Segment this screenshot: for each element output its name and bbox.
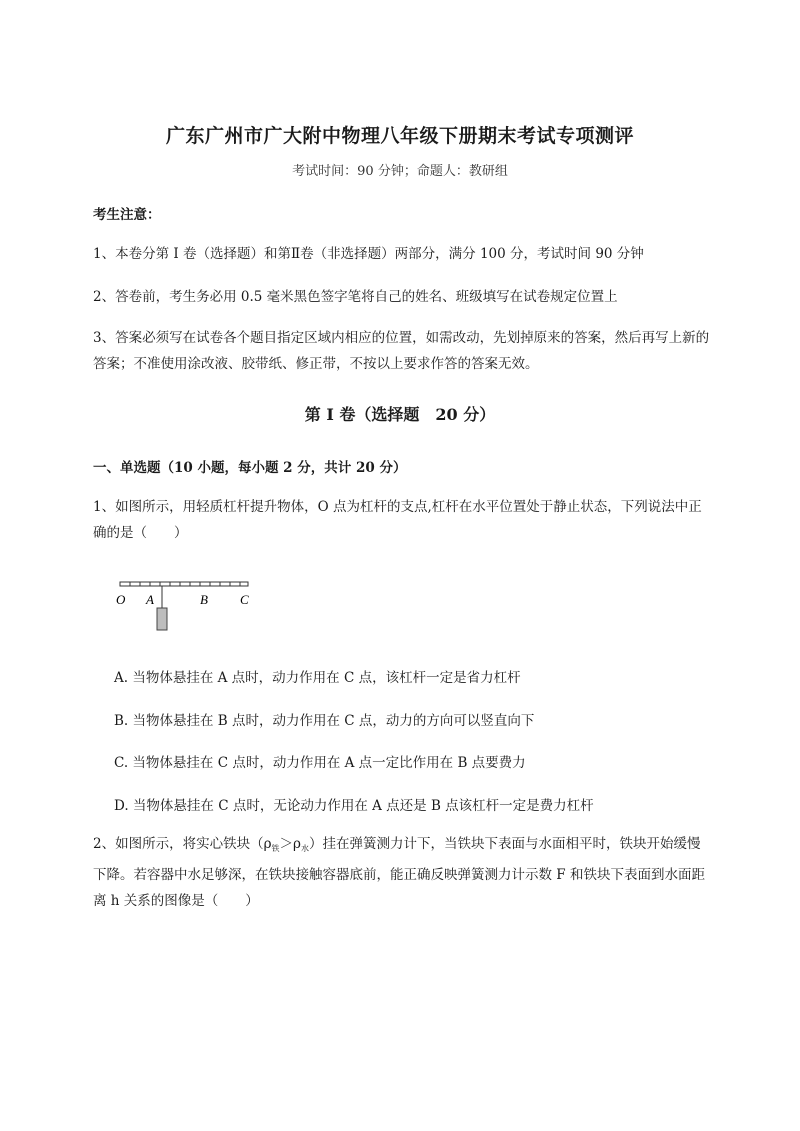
hanging-weight: [157, 608, 167, 630]
label-c: C: [240, 592, 249, 607]
page-title: 广东广州市广大附中物理八年级下册期末考试专项测评: [165, 125, 634, 147]
question-2-stem-part-3: ）挂在弹簧测力计下，当铁块下表面与水面相平时，铁块开始缓慢下降。若容器中水足够深，在铁块接触容器底前，能正确反映弹簧测力计示数 F 和铁块下表面到水面距离 h 关系的图像是（ ）: [93, 836, 705, 909]
section-title: 第 I 卷（选择题 20 分）: [304, 405, 496, 424]
question-1-option-c[interactable]: C. 当物体悬挂在 C 点时，动力作用在 A 点一定比作用在 B 点要费力: [114, 755, 526, 771]
question-1-option-d[interactable]: D. 当物体悬挂在 C 点时，无论动力作用在 A 点还是 B 点该杠杆一定是费力杠杆: [114, 798, 594, 814]
label-a: A: [146, 592, 154, 607]
notice-item-1: 1、本卷分第 I 卷（选择题）和第Ⅱ卷（非选择题）两部分，满分 100 分，考试时间 90 分钟: [93, 246, 644, 262]
label-o: O: [116, 592, 126, 607]
density-subscript-water: 水: [300, 844, 309, 853]
question-1-option-a[interactable]: A. 当物体悬挂在 A 点时，动力作用在 C 点，该杠杆一定是省力杠杆: [114, 670, 521, 686]
question-2-stem: [93, 831, 713, 914]
question-2-stem-part-2: ＞ρ: [279, 836, 301, 852]
lever-figure: [112, 578, 262, 638]
lever-bar: [120, 582, 248, 586]
question-1-option-b[interactable]: B. 当物体悬挂在 B 点时，动力作用在 C 点，动力的方向可以竖直向下: [114, 713, 535, 729]
page-subtitle: 考试时间：90 分钟；命题人：教研组: [292, 164, 508, 179]
notice-item-3: 3、答案必须写在试卷各个题目指定区域内相应的位置，如需改动，先划掉原来的答案，然后再写上新的答案；不准使用涂改液、胶带纸、修正带，不按以上要求作答的答案无效。: [93, 330, 710, 372]
question-1-stem: 1、如图所示，用轻质杠杆提升物体，O 点为杠杆的支点,杠杆在水平位置处于静止状态，下列说法中正确的是（ ）: [93, 499, 702, 541]
lever-ticks: [130, 582, 240, 586]
question-2-stem-part-1: 2、如图所示，将实心铁块（ρ: [93, 836, 272, 852]
notice-item-2: 2、答卷前，考生务必用 0.5 毫米黑色签字笔将自己的姓名、班级填写在试卷规定位置上: [93, 289, 618, 305]
part-heading: 一、单选题（10 小题，每小题 2 分，共计 20 分）: [93, 460, 407, 476]
notice-heading: 考生注意：: [93, 207, 161, 223]
label-b: B: [200, 592, 208, 607]
density-subscript-iron: 铁: [271, 844, 280, 853]
